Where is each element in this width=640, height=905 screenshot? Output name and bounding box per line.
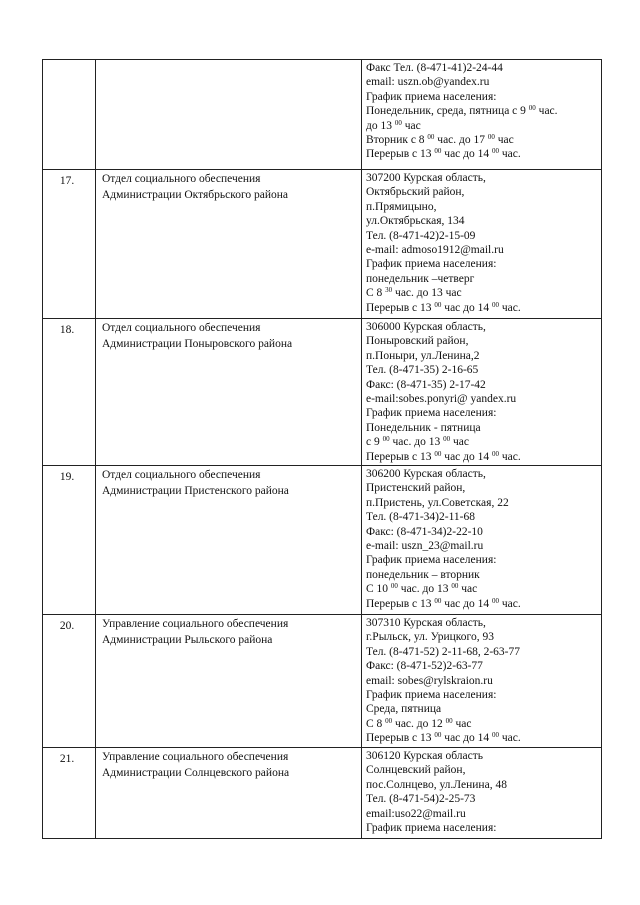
contact-line: email:uso22@mail.ru <box>366 807 466 820</box>
contact-line: Понедельник, среда, пятница с 9 $^{00}$ час. <box>366 104 558 118</box>
row-number-cell <box>43 170 96 319</box>
minutes-superscript: 00 <box>451 582 459 591</box>
minutes-superscript: 00 <box>434 596 442 605</box>
contact-line: Пристенский район, <box>366 482 466 495</box>
contact-line: Перерыв с 13 $^{00}$ час до 14 $^{00}$ час. <box>366 300 521 314</box>
organization-cell <box>96 60 362 170</box>
contact-line: Среда, пятница <box>366 703 442 716</box>
contact-info-cell <box>362 319 602 466</box>
contact-line: 306120 Курская область <box>366 750 483 762</box>
contact-line: Тел. (8-471-35) 2-16-65 <box>366 364 479 377</box>
contact-line: с 9 $^{00}$ час. до 13 $^{00}$ час <box>366 435 469 449</box>
minutes-superscript: 00 <box>492 731 499 740</box>
contact-line: Перерыв с 13 $^{00}$ час до 14 $^{00}$ час. <box>366 731 521 745</box>
minutes-superscript: 00 <box>528 104 536 113</box>
minutes-superscript: 00 <box>434 300 442 309</box>
table-row <box>43 615 602 748</box>
row-number: 20. <box>59 620 75 632</box>
contact-line: понедельник –четверг <box>366 272 475 285</box>
row-number-cell <box>43 466 96 615</box>
organization-name-line: Администрации Пристенского района <box>102 485 289 498</box>
organization-name-line: Администрации Октябрьского района <box>102 189 289 202</box>
contact-info-cell <box>362 748 602 839</box>
table-row <box>43 170 602 319</box>
contact-line: Перерыв с 13 $^{00}$ час до 14 $^{00}$ час. <box>366 449 521 463</box>
minutes-superscript: 00 <box>445 716 453 725</box>
organization-name-line: Администрации Солнцевского района <box>102 767 290 780</box>
contact-line: 307200 Курская область, <box>366 172 486 184</box>
contact-line: Перерыв с 13 $^{00}$ час до 14 $^{00}$ час. <box>366 596 521 610</box>
contact-line: ул.Октябрьская, 134 <box>366 215 465 228</box>
contact-line: Тел. (8-471-34)2-11-68 <box>366 511 475 524</box>
table-row <box>43 748 602 839</box>
contact-line: e-mail: uszn_23@mail.ru <box>366 540 484 553</box>
minutes-superscript: 00 <box>385 716 393 725</box>
row-number-cell <box>43 615 96 748</box>
contact-line: п.Поныри, ул.Ленина,2 <box>366 349 480 362</box>
contact-line: e-mail:sobes.ponyri@ yandex.ru <box>366 393 517 406</box>
minutes-superscript: 00 <box>382 435 390 444</box>
contact-line: Вторник с 8 $^{00}$ час. до 17 $^{00}$ час <box>366 133 514 147</box>
contact-line: График приема населения: <box>366 822 497 835</box>
organization-cell <box>96 615 362 748</box>
row-number-cell <box>43 60 96 170</box>
contact-line: С 8 $^{00}$ час. до 12 $^{00}$ час <box>366 716 472 730</box>
contact-line: пос.Солнцево, ул.Ленина, 48 <box>366 778 507 791</box>
organization-cell <box>96 466 362 615</box>
contact-line: e-mail: admoso1912@mail.ru <box>366 244 504 257</box>
contact-info-cell <box>362 466 602 615</box>
minutes-superscript: 00 <box>487 133 495 142</box>
contact-line: Перерыв с 13 $^{00}$ час до 14 $^{00}$ час. <box>366 147 521 161</box>
contact-line: п.Прямицыно, <box>366 200 437 213</box>
contact-line: понедельник – вторник <box>366 568 480 581</box>
contact-line: 307310 Курская область, <box>366 617 486 629</box>
row-number: 18. <box>59 324 75 336</box>
minutes-superscript: 00 <box>492 596 499 605</box>
minutes-superscript: 30 <box>385 286 393 295</box>
organization-name-line: Администрации Рыльского района <box>102 634 273 647</box>
contact-line: График приема населения: <box>366 90 497 103</box>
minutes-superscript: 00 <box>434 449 442 458</box>
contact-line: 306000 Курская область, <box>366 321 486 333</box>
contact-line: Факс: (8-471-35) 2-17-42 <box>366 378 486 391</box>
contact-line: Октябрьский район, <box>366 186 465 199</box>
row-number-cell <box>43 319 96 466</box>
contact-line: Солнцевский район, <box>366 764 466 777</box>
table-row <box>43 466 602 615</box>
contact-line: до 13 $^{00}$ час <box>366 118 421 132</box>
organization-name-line: Управление социального обеспечения <box>102 751 289 763</box>
organization-name-line: Отдел социального обеспечения <box>102 469 261 481</box>
contact-line: Тел. (8-471-42)2-15-09 <box>366 229 476 242</box>
minutes-superscript: 00 <box>443 435 451 444</box>
contacts-table <box>42 59 602 839</box>
contact-line: Факс Тел. (8-471-41)2-24-44 <box>366 62 503 74</box>
minutes-superscript: 00 <box>492 449 499 458</box>
minutes-superscript: 00 <box>434 731 442 740</box>
table-row <box>43 319 602 466</box>
contact-info-cell <box>362 170 602 319</box>
organization-cell <box>96 319 362 466</box>
contact-line: Факс: (8-471-52)2-63-77 <box>366 660 483 673</box>
contact-line: email: sobes@rylskraion.ru <box>366 674 493 687</box>
minutes-superscript: 00 <box>492 147 499 156</box>
organization-name-line: Отдел социального обеспечения <box>102 322 261 334</box>
contact-line: С 10 $^{00}$ час. до 13 $^{00}$ час <box>366 582 478 596</box>
contact-info-cell <box>362 60 602 170</box>
organization-cell <box>96 170 362 319</box>
row-number-cell <box>43 748 96 839</box>
contact-line: email: uszn.ob@yandex.ru <box>366 76 490 89</box>
contacts-table-body <box>43 60 602 839</box>
contact-info-cell <box>362 615 602 748</box>
minutes-superscript: 00 <box>434 147 442 156</box>
contact-line: Тел. (8-471-52) 2-11-68, 2-63-77 <box>366 645 521 658</box>
organization-name-line: Администрации Поныровского района <box>102 338 293 351</box>
minutes-superscript: 00 <box>427 133 435 142</box>
row-number: 21. <box>59 753 75 765</box>
contact-line: График приема населения: <box>366 689 497 702</box>
contact-line: С 8 $^{30}$ час. до 13 час <box>366 286 462 300</box>
contact-line: Поныровский район, <box>366 335 469 348</box>
minutes-superscript: 00 <box>492 300 499 309</box>
contact-line: Понедельник - пятница <box>366 421 481 434</box>
contact-line: График приема населения: <box>366 407 497 420</box>
minutes-superscript: 00 <box>390 582 398 591</box>
contact-line: График приема населения: <box>366 554 497 567</box>
contact-line: 306200 Курская область, <box>366 468 486 480</box>
row-number: 17. <box>59 175 75 187</box>
row-number: 19. <box>59 471 75 483</box>
organization-name-line: Управление социального обеспечения <box>102 618 289 630</box>
contact-line: Тел. (8-471-54)2-25-73 <box>366 793 476 806</box>
contact-line: Факс: (8-471-34)2-22-10 <box>366 525 483 538</box>
organization-cell <box>96 748 362 839</box>
organization-name-line: Отдел социального обеспечения <box>102 173 261 185</box>
table-row <box>43 60 602 170</box>
row-number <box>43 60 95 64</box>
contact-line: п.Пристень, ул.Советская, 22 <box>366 496 509 509</box>
contact-line: г.Рыльск, ул. Урицкого, 93 <box>366 631 494 644</box>
minutes-superscript: 00 <box>394 118 402 127</box>
contact-line: График приема населения: <box>366 258 497 271</box>
